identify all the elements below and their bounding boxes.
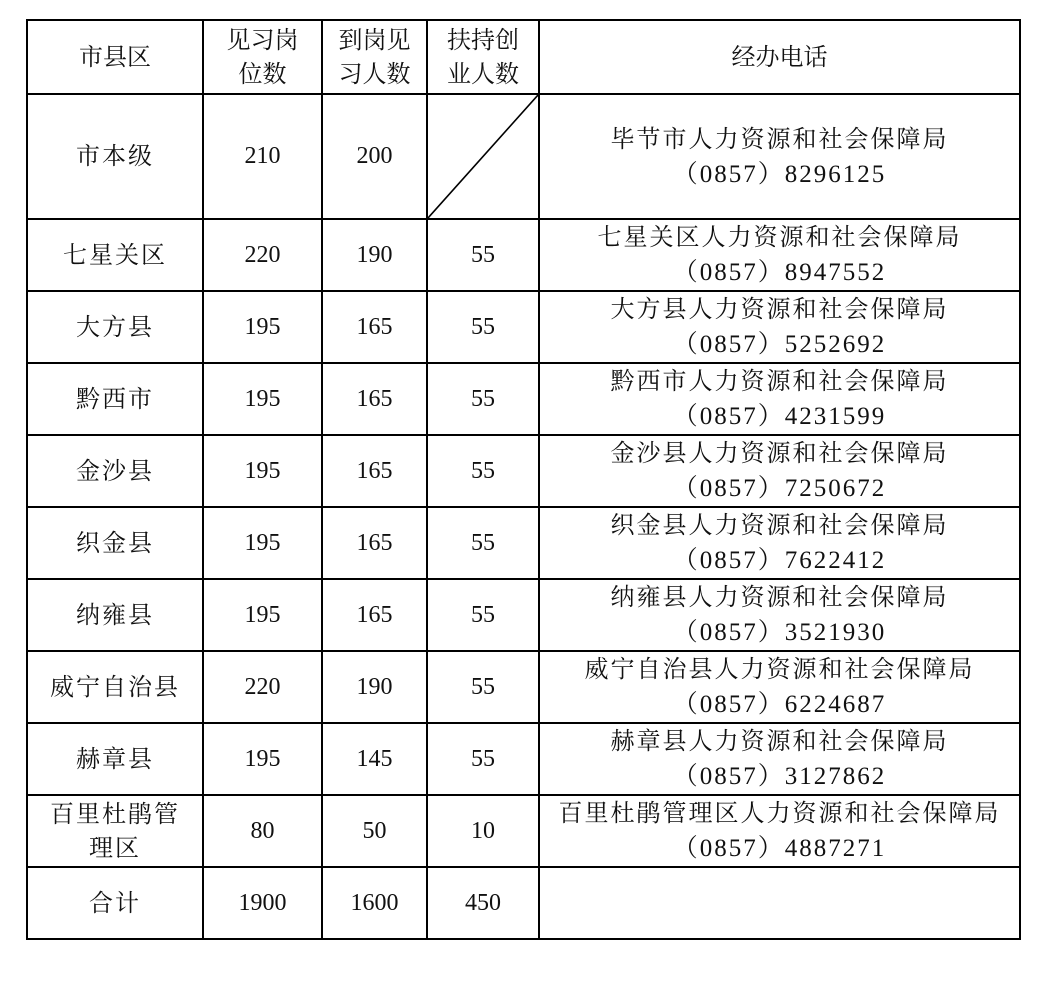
header-support: 扶持创 业人数 <box>427 20 539 94</box>
table-row <box>27 795 1020 867</box>
support-cell: 55 <box>427 651 539 723</box>
phone-number: （0857）5252692 <box>672 331 887 358</box>
phone-number: （0857）7622412 <box>672 547 887 574</box>
header-contact: 经办电话 <box>539 20 1020 94</box>
arrived-cell: 165 <box>322 435 427 507</box>
positions-cell: 80 <box>203 795 322 867</box>
positions-cell: 195 <box>203 363 322 435</box>
positions-cell: 195 <box>203 291 322 363</box>
phone-number: （0857）3127862 <box>672 763 887 790</box>
positions-cell: 220 <box>203 651 322 723</box>
office-name: 七星关区人力资源和社会保障局 <box>597 223 962 251</box>
support-cell: 55 <box>427 507 539 579</box>
support-cell: 55 <box>427 435 539 507</box>
office-name: 纳雍县人力资源和社会保障局 <box>610 583 949 611</box>
table-row <box>27 219 1020 291</box>
table-row <box>27 723 1020 795</box>
support-cell-empty <box>427 94 539 219</box>
office-name: 百里杜鹃管理区人力资源和社会保障局 <box>558 799 1001 827</box>
diagonal-slash <box>428 95 538 218</box>
contact-cell <box>539 94 1020 219</box>
office-name: 大方县人力资源和社会保障局 <box>610 295 949 323</box>
contact-cell <box>539 507 1020 579</box>
region-cell: 百里杜鹃管理区 <box>27 795 203 867</box>
positions-cell: 220 <box>203 219 322 291</box>
arrived-cell: 190 <box>322 219 427 291</box>
arrived-cell: 50 <box>322 795 427 867</box>
region-cell: 市本级 <box>27 94 203 219</box>
internship-table <box>26 19 1021 940</box>
phone-number: （0857）4887271 <box>672 835 887 862</box>
phone-number: （0857）8947552 <box>672 259 887 286</box>
header-arrived: 到岗见 习人数 <box>322 20 427 94</box>
positions-cell: 195 <box>203 723 322 795</box>
region-cell: 大方县 <box>27 291 203 363</box>
header-positions: 见习岗 位数 <box>203 20 322 94</box>
total-row <box>27 867 1020 939</box>
contact-cell <box>539 723 1020 795</box>
office-name: 织金县人力资源和社会保障局 <box>610 511 949 539</box>
table-row <box>27 507 1020 579</box>
region-cell: 七星关区 <box>27 219 203 291</box>
total-arrived: 1600 <box>322 867 427 939</box>
support-cell: 55 <box>427 291 539 363</box>
office-name: 毕节市人力资源和社会保障局 <box>610 124 949 153</box>
region-cell: 金沙县 <box>27 435 203 507</box>
header-row <box>27 20 1020 94</box>
arrived-cell: 165 <box>322 579 427 651</box>
contact-cell <box>539 651 1020 723</box>
support-cell: 55 <box>427 579 539 651</box>
region-cell: 黔西市 <box>27 363 203 435</box>
total-positions: 1900 <box>203 867 322 939</box>
phone-number: （0857）8296125 <box>672 160 887 188</box>
support-cell: 10 <box>427 795 539 867</box>
arrived-cell: 165 <box>322 291 427 363</box>
region-cell: 赫章县 <box>27 723 203 795</box>
total-label: 合计 <box>27 867 203 939</box>
office-name: 赫章县人力资源和社会保障局 <box>610 727 949 755</box>
positions-cell: 195 <box>203 507 322 579</box>
phone-number: （0857）4231599 <box>672 403 887 430</box>
positions-cell: 195 <box>203 435 322 507</box>
contact-cell <box>539 291 1020 363</box>
phone-number: （0857）6224687 <box>672 691 887 718</box>
contact-cell <box>539 435 1020 507</box>
office-name: 黔西市人力资源和社会保障局 <box>610 367 949 395</box>
arrived-cell: 145 <box>322 723 427 795</box>
total-support: 450 <box>427 867 539 939</box>
region-cell: 威宁自治县 <box>27 651 203 723</box>
total-contact <box>539 867 1020 939</box>
phone-number: （0857）3521930 <box>672 619 887 646</box>
support-cell: 55 <box>427 723 539 795</box>
table-row <box>27 651 1020 723</box>
phone-number: （0857）7250672 <box>672 475 887 502</box>
contact-cell <box>539 219 1020 291</box>
region-cell: 织金县 <box>27 507 203 579</box>
arrived-cell: 190 <box>322 651 427 723</box>
table-row <box>27 363 1020 435</box>
region-cell: 纳雍县 <box>27 579 203 651</box>
table-row <box>27 94 1020 219</box>
table-row <box>27 291 1020 363</box>
contact-cell <box>539 795 1020 867</box>
positions-cell: 195 <box>203 579 322 651</box>
arrived-cell: 200 <box>322 94 427 219</box>
table-row <box>27 435 1020 507</box>
table-row <box>27 579 1020 651</box>
support-cell: 55 <box>427 219 539 291</box>
arrived-cell: 165 <box>322 363 427 435</box>
positions-cell: 210 <box>203 94 322 219</box>
office-name: 金沙县人力资源和社会保障局 <box>610 439 949 467</box>
contact-cell <box>539 579 1020 651</box>
support-cell: 55 <box>427 363 539 435</box>
office-name: 威宁自治县人力资源和社会保障局 <box>584 655 975 683</box>
header-region: 市县区 <box>27 20 203 94</box>
arrived-cell: 165 <box>322 507 427 579</box>
contact-cell <box>539 363 1020 435</box>
